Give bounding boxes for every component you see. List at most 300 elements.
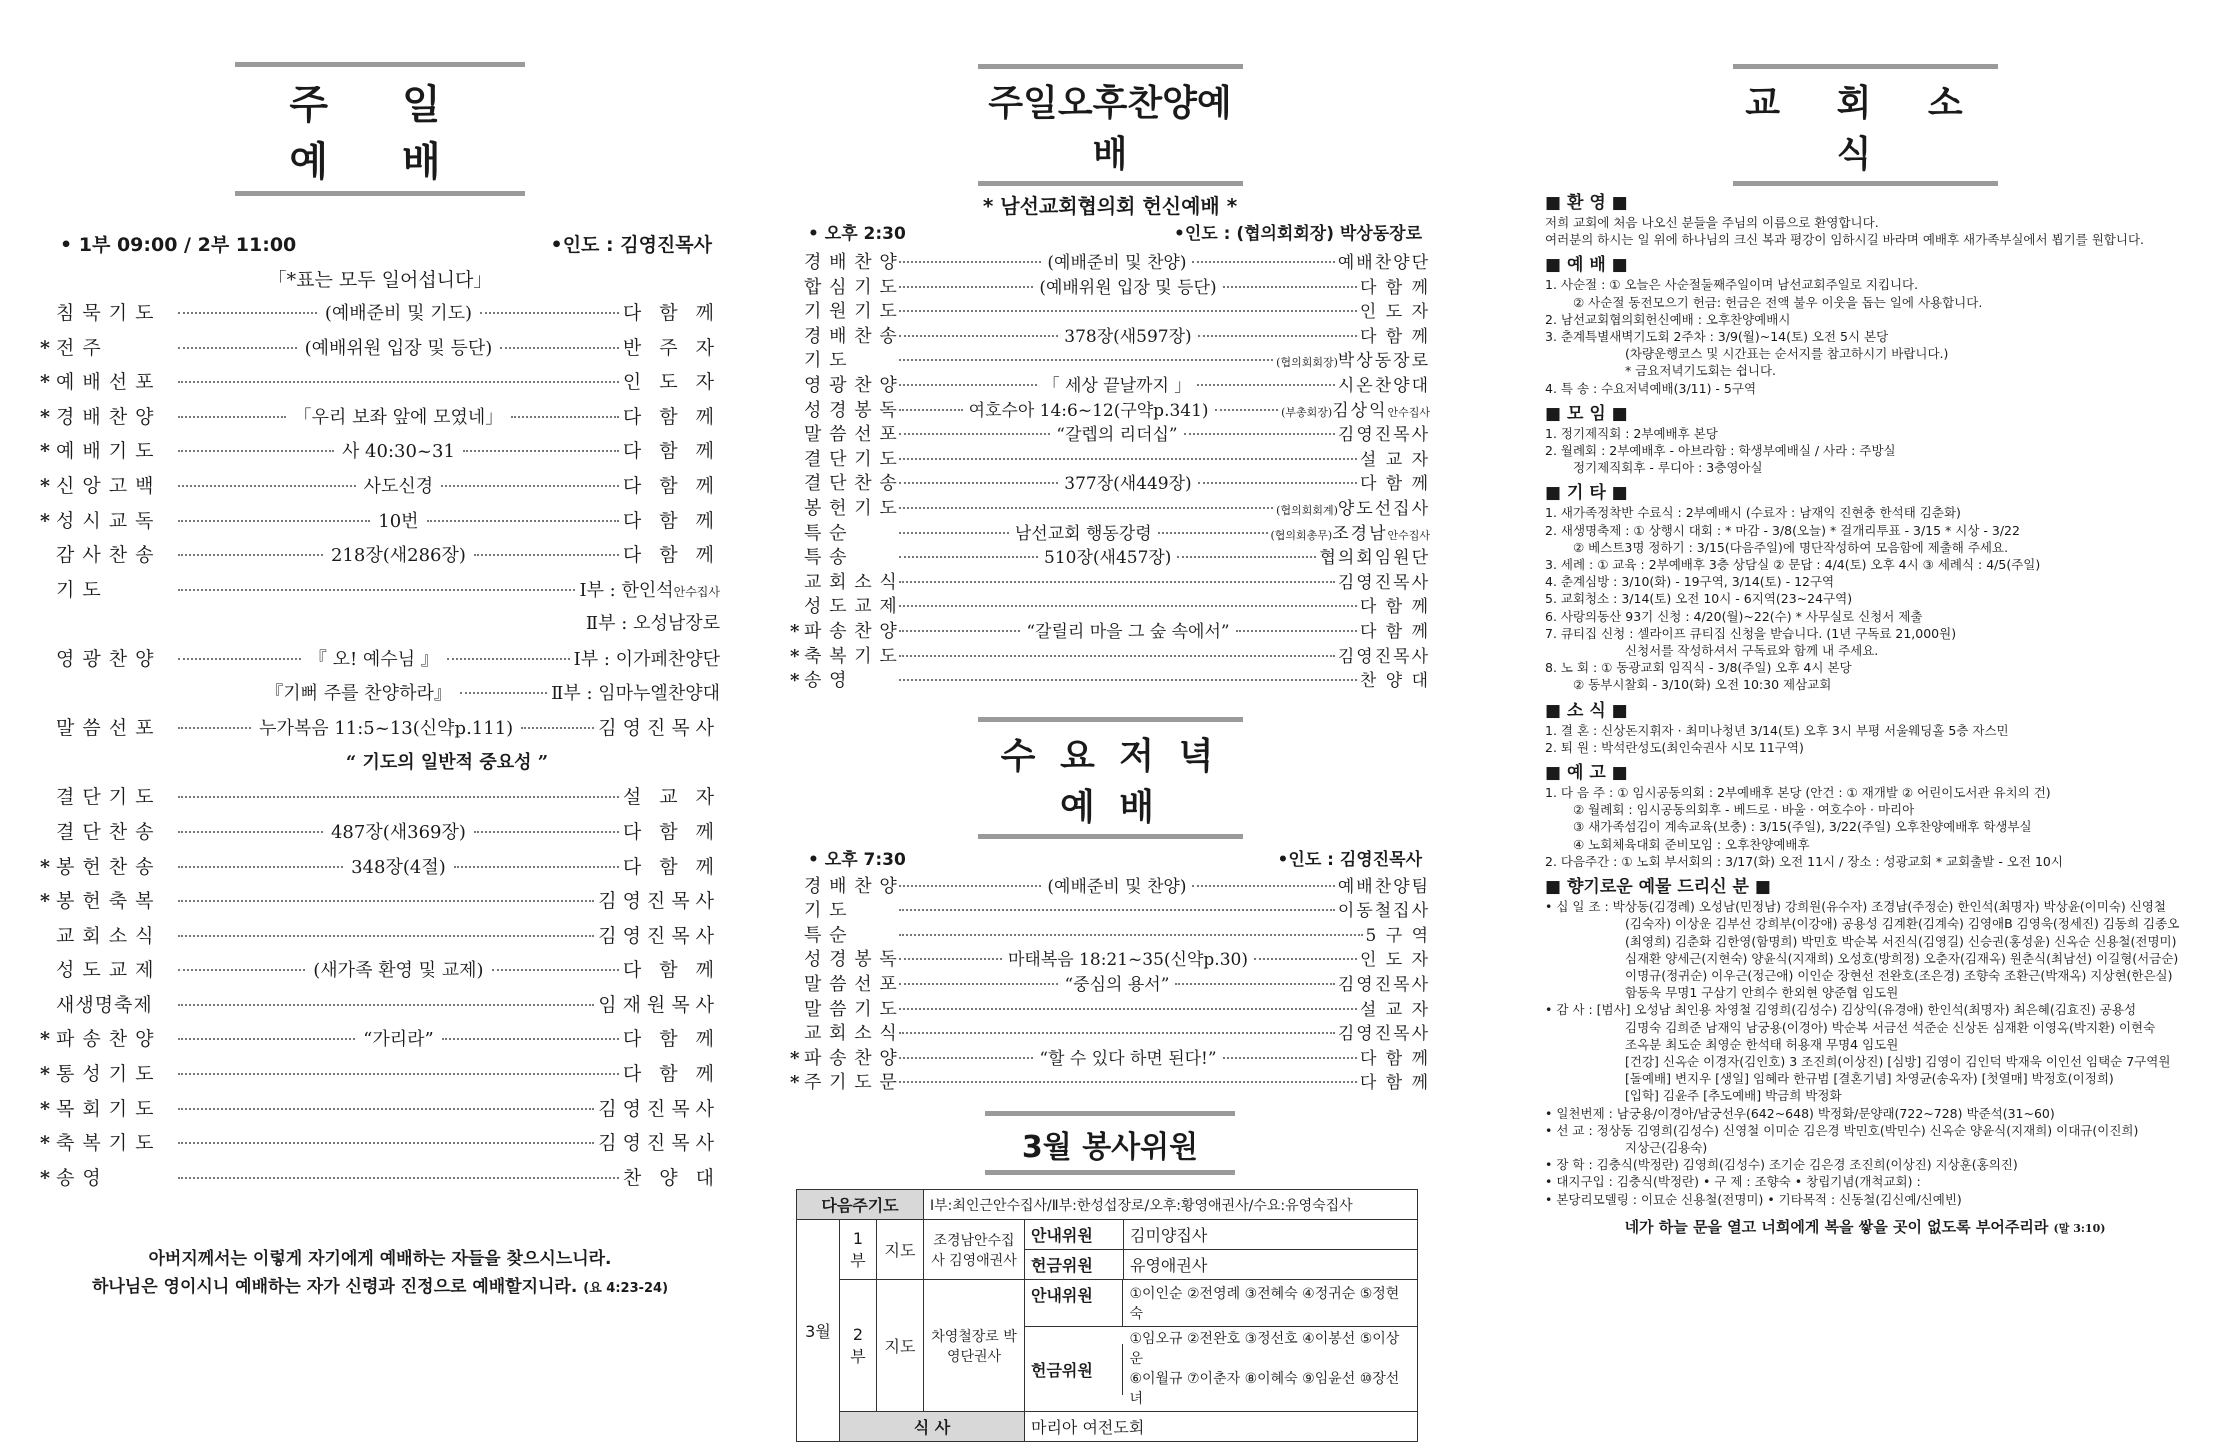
church-news-body bbox=[1545, 192, 2185, 1208]
order-item-person: 다 함 께 bbox=[1359, 474, 1431, 495]
news-line: • 십 일 조 : 박상동(김경례) 오성남(민정남) 강희원(유수자) 조경남(주정순) 한인석(최명자) 박상윤(이미숙) 신영철 bbox=[1545, 899, 2166, 915]
leader-dots bbox=[463, 450, 619, 452]
leader-dots bbox=[899, 983, 1058, 985]
leader-dots bbox=[178, 969, 305, 971]
order-item bbox=[40, 367, 720, 402]
order-item bbox=[790, 346, 1430, 371]
order-item-person: 예배찬양단 bbox=[1337, 253, 1430, 273]
leader-dots bbox=[1177, 556, 1316, 558]
order-item-person: 다 함 께 bbox=[622, 302, 720, 324]
leader-dots bbox=[178, 1177, 619, 1179]
service-leader: •인도 : 김영진목사 bbox=[550, 234, 712, 256]
order-item-detail: 510장(새457장) bbox=[1044, 548, 1172, 569]
leader-dots bbox=[1254, 958, 1357, 960]
news-line: ② 동부시찰회 - 3/10(화) 오전 10:30 제삼교회 bbox=[1573, 677, 1832, 693]
afternoon-service-column bbox=[790, 0, 1431, 1438]
order-item-person: 인 도 자 bbox=[622, 371, 720, 394]
required-standing-mark: * bbox=[40, 855, 50, 878]
order-item-label: 말 씀 선 포 bbox=[56, 717, 155, 740]
news-line: (차량운행코스 및 시간표는 순서지를 참고하시기 바랍니다.) bbox=[1625, 346, 1949, 362]
order-item bbox=[40, 713, 720, 748]
order-item-person: 김영진목사 bbox=[598, 924, 720, 947]
leader-dots bbox=[178, 900, 594, 902]
leader-dots bbox=[178, 1004, 594, 1006]
part1-offering-row bbox=[1025, 1250, 1418, 1280]
order-item-label: 축 복 기 도 bbox=[56, 1132, 155, 1155]
order-item-person: 5 구 역 bbox=[1365, 925, 1430, 946]
news-line: 저희 교회에 처음 나오신 분들을 주님의 이름으로 환영합니다. bbox=[1545, 215, 1879, 230]
order-item-person: 김영진목사 bbox=[1337, 646, 1430, 667]
order-item-person: 다 함 께 bbox=[622, 544, 721, 567]
news-line: 1. 새가족정착반 수료식 : 2부예배시 (수료자 : 남재익 진현충 한석태 김춘화) bbox=[1545, 505, 1961, 521]
required-standing-mark: * bbox=[40, 1132, 50, 1155]
order-item-person: 설 교 자 bbox=[1359, 449, 1430, 470]
leader-dots bbox=[521, 727, 594, 729]
order-item-person: 인 도 자 bbox=[1359, 950, 1431, 971]
news-line: 김명숙 김희준 남재익 남궁용(이경아) 박순복 서금선 석준순 신상돈 심재환 이영옥(박지환) 이현숙 bbox=[1625, 1019, 2156, 1035]
leader-dots bbox=[178, 796, 619, 798]
leader-dots bbox=[480, 312, 619, 314]
news-line: 함동욱 무명1 구삼기 안희수 한외현 양준협 임도원 bbox=[1625, 985, 1899, 1001]
news-line: • 장 학 : 김충식(박정란) 김영희(김성수) 조기순 김은경 조진희(이상진) 지상훈(홍의진) bbox=[1545, 1157, 2018, 1173]
order-item-person: 다 함 께 bbox=[622, 855, 721, 878]
order-item-person: Ⅰ부 : 한인석 bbox=[579, 579, 674, 601]
order-item bbox=[40, 1163, 720, 1198]
order-item-person: 시온찬양대 bbox=[1337, 375, 1430, 396]
order-item bbox=[40, 436, 720, 471]
closing-verse-text: 네가 하늘 문을 열고 너희에게 복을 쌓을 곳이 없도록 부어주리라 bbox=[1624, 1217, 2049, 1236]
news-line: ③ 새가족섬김이 계속교육(보충) : 3/15(주일), 3/22(주일) 오후찬양예배후 학생부실 bbox=[1573, 819, 2032, 835]
order-item-label: 전 주 bbox=[56, 336, 102, 359]
order-item-detail: 348장(4절) bbox=[351, 856, 446, 878]
order-item-person: 다 함 께 bbox=[622, 509, 721, 532]
order-item-label: 목 회 기 도 bbox=[56, 1097, 155, 1120]
order-item-person: 다 함 께 bbox=[622, 820, 721, 843]
leader-dots bbox=[1215, 409, 1279, 411]
order-item bbox=[790, 519, 1430, 544]
volunteers-title-box bbox=[985, 1111, 1235, 1175]
leader-dots bbox=[1158, 532, 1268, 534]
table-row bbox=[797, 1220, 1418, 1250]
leader-dots bbox=[1175, 983, 1334, 985]
order-item-person: 예배찬양팀 bbox=[1337, 876, 1430, 897]
part1-cell: 1부 bbox=[840, 1220, 877, 1280]
news-line: 2. 퇴 원 : 박석란성도(최인숙권사 시모 11구역) bbox=[1545, 739, 1804, 755]
usher-label: 안내위원 bbox=[1025, 1220, 1124, 1249]
news-line: 5. 교회청소 : 3/14(토) 오전 10시 - 6지역(23~24구역) bbox=[1545, 591, 1853, 607]
order-item-label: 예 배 기 도 bbox=[56, 440, 155, 463]
news-line: 이명규(정귀순) 이우근(정근애) 이인순 장현선 전완호(조은경) 조향숙 조환근(박재옥) 지상현(한은실) bbox=[1625, 967, 2173, 983]
order-item-detail: 「 세상 끝날까지 」 bbox=[1042, 375, 1192, 396]
leader-dots bbox=[899, 1008, 1357, 1010]
order-item bbox=[790, 872, 1430, 897]
order-item bbox=[40, 748, 720, 783]
leader-dots bbox=[1223, 1057, 1357, 1059]
offering-names-line-2: ⑥이월규 ⑦이춘자 ⑧이혜숙 ⑨임윤선 ⑩장선녀 bbox=[1129, 1371, 1400, 1408]
afternoon-subtitle: * 남선교회협의회 헌신예배 * bbox=[982, 194, 1238, 218]
order-item-label: 교 회 소 식 bbox=[804, 1023, 898, 1045]
order-item-detail: (새가족 환영 및 교제) bbox=[313, 960, 484, 982]
order-item-person: 다 함 께 bbox=[622, 1063, 720, 1086]
order-item-detail: 「우리 보좌 앞에 모였네」 bbox=[293, 406, 504, 428]
wednesday-order-list bbox=[790, 872, 1430, 1093]
order-item-label: 주 기 도 문 bbox=[804, 1072, 898, 1094]
news-line: 3. 춘계특별새벽기도회 2주차 : 3/9(월)~14(토) 오전 5시 본당 bbox=[1545, 329, 1889, 345]
church-news-title: 교 회 소 식 bbox=[1745, 83, 1985, 175]
leader-dots bbox=[492, 969, 619, 971]
news-line: 6. 사랑의동산 93기 신청 : 4/20(월)~22(수) * 사무실로 신청서 제출 bbox=[1545, 608, 1923, 624]
order-item-label: 감 사 찬 송 bbox=[56, 544, 155, 567]
leader-dots bbox=[1198, 482, 1357, 484]
part1-usher-row bbox=[1025, 1220, 1418, 1250]
leader-dots bbox=[899, 958, 1002, 960]
order-item bbox=[40, 506, 720, 541]
leader-dots bbox=[1192, 261, 1334, 263]
order-item bbox=[790, 445, 1430, 470]
afternoon-service-title-box bbox=[978, 64, 1243, 186]
part2-offering-row bbox=[1025, 1327, 1418, 1412]
news-line: • 일천번제 : 남궁용/이경아/남궁선우(642~648) 박정화/문양래(722~728) 박준석(31~60) bbox=[1545, 1105, 2055, 1121]
order-item bbox=[40, 540, 720, 575]
verse-reference: (요 4:23-24) bbox=[583, 1281, 669, 1297]
title-bottom-bar bbox=[1733, 181, 1998, 186]
leader-dots bbox=[1197, 384, 1335, 386]
standing-note: 「*표는 모두 일어섭니다」 bbox=[267, 269, 493, 291]
volunteers-title: 3월 봉사위원 bbox=[1021, 1130, 1199, 1166]
order-item-detail: 사도신경 bbox=[363, 475, 434, 497]
order-item-person: 설 교 자 bbox=[1359, 999, 1430, 1020]
order-item bbox=[790, 248, 1430, 273]
part2-cell: 2부 bbox=[840, 1280, 877, 1412]
order-item bbox=[40, 990, 720, 1025]
order-item-label: 예 배 선 포 bbox=[56, 371, 155, 394]
sunday-service-title-box bbox=[235, 62, 525, 196]
order-item bbox=[40, 817, 720, 852]
part1-guide-label: 지도 bbox=[877, 1220, 924, 1280]
order-item-person: Ⅱ부 : 임마누엘찬양대 bbox=[551, 682, 720, 704]
part2-usher-row bbox=[1025, 1280, 1418, 1327]
leader-dots bbox=[1184, 433, 1335, 435]
news-line: (김숙자) 이상운 김부선 강희부(이강애) 공용성 김계환(김계숙) 김영애B 김영욱(정세진) 김동희 김종오 bbox=[1625, 916, 2180, 932]
order-item-label: 경 배 찬 양 bbox=[804, 875, 898, 897]
leader-dots bbox=[899, 286, 1033, 288]
order-item bbox=[790, 642, 1430, 667]
order-item-label: 교 회 소 식 bbox=[804, 571, 898, 593]
required-standing-mark: * bbox=[790, 645, 800, 667]
order-item bbox=[790, 420, 1430, 445]
order-item-person: 임재원목사 bbox=[598, 993, 720, 1016]
order-item-person: Ⅰ부 : 이가페찬양단 bbox=[573, 648, 721, 670]
order-item bbox=[40, 609, 720, 644]
news-line: ④ 노회체육대회 준비모임 : 오후찬양예배후 bbox=[1573, 836, 1810, 852]
order-item-person: 조경남 bbox=[1332, 523, 1388, 544]
sunday-order-list bbox=[40, 298, 720, 1197]
order-item-label: 말 씀 선 포 bbox=[804, 424, 898, 446]
wednesday-service-title: 수 요 저 녁 예 배 bbox=[1000, 735, 1220, 828]
order-item-label: 경 배 찬 양 bbox=[56, 405, 155, 428]
order-item bbox=[790, 494, 1430, 519]
leader-dots bbox=[899, 482, 1058, 484]
leader-dots bbox=[178, 589, 575, 591]
order-item bbox=[790, 970, 1430, 995]
order-item-label: 파 송 찬 양 bbox=[56, 1028, 155, 1051]
news-line: * 금요저녁기도회는 쉽니다. bbox=[1625, 363, 1776, 379]
leader-dots bbox=[178, 831, 323, 833]
order-item bbox=[40, 644, 720, 679]
news-line: 심재환 양세근(지현숙) 양윤식(지재희) 오성호(방희정) 오춘자(김재옥) 원춘식(최남선) 이길형(서금순) bbox=[1625, 950, 2179, 966]
leader-dots bbox=[178, 312, 317, 314]
offering-names bbox=[1123, 1327, 1417, 1411]
order-item bbox=[790, 592, 1430, 617]
order-item-label: 축 복 기 도 bbox=[804, 645, 898, 667]
order-item bbox=[40, 782, 720, 817]
order-item-person: 다 함 께 bbox=[1359, 277, 1431, 298]
order-item-person: 김영진목사 bbox=[598, 890, 720, 913]
order-item-label: 특 송 bbox=[804, 547, 848, 569]
part1-guide-names: 조경남안수집사 김영애권사 bbox=[924, 1220, 1025, 1280]
news-line: 8. 노 회 : ① 동광교회 임직식 - 3/8(주일) 오후 4시 본당 bbox=[1545, 660, 1852, 676]
order-item-person: 김영진목사 bbox=[1337, 572, 1430, 593]
leader-dots bbox=[178, 520, 370, 522]
order-item-label: 합 심 기 도 bbox=[804, 276, 898, 298]
order-item-person: 다 함 께 bbox=[622, 474, 720, 497]
order-item-person: 다 함 께 bbox=[1359, 326, 1431, 347]
news-line: • 감 사 : [범사] 오성남 최인용 차영철 김영희(김성수) 김상익(유경애) 한인석(최명자) 최은혜(김효진) 공용성 bbox=[1545, 1002, 2137, 1018]
offering-names-line-1: ①임오규 ②전완호 ③정선호 ④이봉선 ⑤이상운 bbox=[1129, 1331, 1400, 1368]
order-item-label: 기 도 bbox=[804, 900, 848, 922]
leader-dots bbox=[178, 1038, 355, 1040]
order-item-person: 다 함 께 bbox=[1359, 621, 1431, 642]
news-line: • 대지구입 : 김충식(박정란) • 구 제 : 조향숙 • 창립기념(개척교회) : bbox=[1545, 1174, 1921, 1190]
required-standing-mark: * bbox=[790, 670, 800, 692]
order-item bbox=[40, 1059, 720, 1094]
order-item-label: 통 성 기 도 bbox=[56, 1063, 155, 1086]
role-note: (협의회총무) bbox=[1270, 528, 1333, 542]
order-item-detail: “할 수 있다 하면 된다!” bbox=[1039, 1048, 1217, 1069]
order-item bbox=[40, 1128, 720, 1163]
required-standing-mark: * bbox=[40, 1097, 50, 1120]
order-item-detail: 『 오! 예수님 』 bbox=[308, 648, 439, 670]
order-item-label: 말 씀 선 포 bbox=[804, 974, 898, 996]
verse-line-2-text: 하나님은 영이시니 예배하는 자가 신령과 진정으로 예배할지니라. bbox=[91, 1277, 578, 1298]
order-item-detail: “중심의 용서” bbox=[1064, 975, 1170, 996]
person-title: 안수집사 bbox=[1387, 405, 1431, 419]
order-item-label: 성 도 교 제 bbox=[56, 959, 155, 982]
offering-label: 헌금위원 bbox=[1025, 1250, 1124, 1279]
service-meta bbox=[40, 230, 720, 257]
news-line: 여러분의 하시는 일 위에 하나님의 크신 복과 평강이 임하시길 바라며 예배후 새가족부실에서 뵙기를 원합니다. bbox=[1545, 232, 2145, 248]
order-item-person: 김영진목사 bbox=[598, 717, 721, 740]
news-line: ② 월례회 : 임시공동의회후 - 베드로 · 바울 · 여호수아 · 마리아 bbox=[1573, 802, 1915, 818]
leader-dots bbox=[899, 630, 1020, 632]
news-line: [건강] 신옥순 이경자(김인호) 3 조진희(이상진) [심방] 김영이 김인덕 박재욱 이인선 임택순 7구역원 bbox=[1625, 1053, 2171, 1069]
order-item-detail: (예배준비 및 찬양) bbox=[1047, 876, 1187, 897]
leader-dots bbox=[899, 458, 1357, 460]
leader-dots bbox=[899, 335, 1058, 337]
next-prayer-value: Ⅰ부:최인근안수집사/Ⅱ부:한성섭장로/오후:황영애권사/수요:유영숙집사 bbox=[924, 1190, 1418, 1220]
required-standing-mark: * bbox=[40, 509, 50, 532]
news-section-heading: ■ 향기로운 예물 드리신 분 ■ bbox=[1545, 877, 1771, 898]
order-item-person: 양도선집사 bbox=[1337, 498, 1430, 519]
title-bottom-bar bbox=[235, 191, 525, 196]
leader-dots bbox=[474, 554, 619, 556]
news-line: • 선 교 : 정상동 김영희(김성수) 신영철 이미순 김은경 박민호(박민수) 신옥순 양윤식(지재희) 이대규(이진희) bbox=[1545, 1122, 2139, 1138]
order-item bbox=[790, 1068, 1430, 1093]
leader-dots bbox=[178, 416, 286, 418]
order-item bbox=[40, 679, 720, 714]
required-standing-mark: * bbox=[40, 440, 50, 463]
news-line: (최영희) 김춘화 김한영(함명희) 박민호 박순복 서진식(김영길) 신승권(홍성윤) 신옥순 신용철(전명미) bbox=[1625, 933, 2177, 949]
news-line: ② 베스트3명 정하기 : 3/15(다음주일)에 명단작성하여 모음함에 제출해 주세요. bbox=[1573, 539, 2009, 555]
order-item-person: 김영진목사 bbox=[1337, 425, 1431, 446]
news-line: [돌예배] 변지우 [생일] 임혜라 한규범 [결혼기념] 차영균(송옥자) [첫열매] 박정호(이정희) bbox=[1625, 1071, 2114, 1087]
order-item-label: 성 경 봉 독 bbox=[804, 399, 898, 421]
order-item-detail: 10번 bbox=[378, 510, 419, 532]
leader-dots bbox=[899, 310, 1357, 312]
afternoon-leader: •인도 : (협의회회장) 박상동장로 bbox=[1173, 224, 1422, 244]
verse-line-2 bbox=[40, 1273, 720, 1303]
leader-dots bbox=[442, 1038, 619, 1040]
news-line: 정기제직회후 - 루디아 : 3층영아실 bbox=[1573, 460, 1763, 476]
afternoon-time: • 오후 2:30 bbox=[808, 224, 906, 244]
leader-dots bbox=[1223, 286, 1357, 288]
order-item bbox=[40, 402, 720, 437]
required-standing-mark: * bbox=[40, 1166, 50, 1189]
order-item bbox=[790, 543, 1430, 568]
order-item-label: 말 씀 기 도 bbox=[804, 998, 898, 1020]
order-item bbox=[40, 298, 720, 333]
order-item-person: 다 함 께 bbox=[1359, 597, 1430, 618]
order-item bbox=[40, 886, 720, 921]
order-item-detail: (예배위원 입장 및 등단) bbox=[1039, 277, 1217, 298]
order-item-label: 결 단 찬 송 bbox=[56, 820, 155, 843]
leader-dots bbox=[899, 359, 1273, 361]
role-note: (협의회회장) bbox=[1276, 356, 1338, 370]
required-standing-mark: * bbox=[40, 371, 50, 394]
leader-dots bbox=[899, 261, 1041, 263]
leader-dots bbox=[178, 554, 323, 556]
usher-names: 김미양집사 bbox=[1130, 1226, 1208, 1246]
order-item-label: 영 광 찬 양 bbox=[56, 647, 155, 670]
news-line: 4. 춘계심방 : 3/10(화) - 19구역, 3/14(토) - 12구역 bbox=[1545, 574, 1835, 590]
part2-guide-label: 지도 bbox=[877, 1280, 924, 1412]
order-item bbox=[790, 995, 1430, 1020]
order-item-detail: 377장(새449장) bbox=[1064, 474, 1192, 495]
order-item-person: 다 함 께 bbox=[622, 1028, 721, 1051]
leader-dots bbox=[178, 485, 356, 487]
leader-dots bbox=[1192, 885, 1334, 887]
news-section-heading: ■ 예 배 ■ bbox=[1545, 255, 1628, 276]
verse-line-1: 아버지께서는 이렇게 자기에게 예배하는 자들을 찾으시느니라. bbox=[148, 1249, 612, 1270]
leader-dots bbox=[178, 381, 619, 383]
leader-dots bbox=[899, 655, 1335, 657]
order-item-person: 김상익 bbox=[1332, 400, 1388, 421]
person-title: 안수집사 bbox=[673, 584, 720, 599]
offering-label: 헌금위원 bbox=[1025, 1344, 1123, 1395]
order-item bbox=[790, 1044, 1430, 1069]
order-item-person: 인 도 자 bbox=[1359, 302, 1430, 323]
order-item-person: 김영진목사 bbox=[1337, 1024, 1430, 1045]
leader-dots bbox=[899, 885, 1041, 887]
news-line: 4. 특 송 : 수요저녁예배(3/11) - 5구역 bbox=[1545, 380, 1757, 396]
order-item-person: 찬 양 대 bbox=[1359, 671, 1430, 692]
order-item-label: 신 앙 고 백 bbox=[56, 474, 155, 497]
order-item bbox=[40, 1024, 720, 1059]
order-item bbox=[790, 371, 1430, 396]
next-prayer-label: 다음주기도 bbox=[797, 1190, 924, 1220]
order-item-person: 다 함 께 bbox=[622, 959, 721, 982]
sunday-service-title: 주 일 예 배 bbox=[289, 82, 471, 185]
order-item bbox=[40, 955, 720, 990]
leader-dots bbox=[899, 581, 1335, 583]
leader-dots bbox=[899, 409, 963, 411]
title-bottom-bar bbox=[985, 1170, 1235, 1175]
order-item-person: 다 함 께 bbox=[1359, 1073, 1430, 1094]
leader-dots bbox=[899, 1057, 1033, 1059]
order-item bbox=[40, 1094, 720, 1129]
order-item bbox=[790, 396, 1430, 421]
order-item-label: 성 시 교 독 bbox=[56, 509, 155, 532]
order-item-detail: “가리라” bbox=[363, 1029, 434, 1051]
leader-dots bbox=[178, 450, 334, 452]
news-line: 2. 다음주간 : ① 노회 부서회의 : 3/17(화) 오전 11시 / 장소 : 성광교회 * 교회출발 - 오전 10시 bbox=[1545, 853, 2063, 869]
order-item-label: 파 송 찬 양 bbox=[804, 620, 898, 642]
required-standing-mark: * bbox=[40, 405, 50, 428]
order-item-label: 봉 헌 찬 송 bbox=[56, 855, 155, 878]
news-line: 2. 새생명축제 : ① 상행시 대회 : * 마감 - 3/8(오늘) * 걸개리투표 - 3/15 * 시상 - 3/22 bbox=[1545, 522, 2020, 538]
order-item bbox=[40, 852, 720, 887]
order-item-label: 경 배 찬 양 bbox=[804, 252, 898, 273]
news-line: 조옥분 최도순 최영순 한석태 허용재 무명4 임도원 bbox=[1625, 1036, 1899, 1052]
news-section-heading: ■ 모 임 ■ bbox=[1545, 403, 1628, 424]
afternoon-order-list bbox=[790, 248, 1430, 691]
news-line: 1. 정기제직회 : 2부예배후 본당 bbox=[1545, 425, 1718, 441]
order-item-person: 다 함 께 bbox=[1359, 1048, 1431, 1069]
offering-names: 유영애권사 bbox=[1130, 1256, 1208, 1276]
news-line: 지상근(김용숙) bbox=[1625, 1139, 1708, 1155]
leader-dots bbox=[178, 658, 301, 660]
news-line: 1. 다 음 주 : ① 임시공동의회 : 2부예배후 본당 (안건 : ① 재개발 ② 어린이도서관 유치의 건) bbox=[1545, 785, 2051, 801]
order-item-detail: “갈렙의 리더십” bbox=[1056, 425, 1178, 446]
order-item-detail: 487장(새369장) bbox=[330, 821, 466, 843]
order-item-label: 결 단 찬 송 bbox=[804, 473, 898, 495]
order-item-detail: 378장(새597장) bbox=[1064, 326, 1192, 347]
table-row bbox=[797, 1280, 1418, 1327]
news-line: 2. 월례회 : 2부예배후 - 아브라함 : 학생부예배실 / 사라 : 주방실 bbox=[1545, 443, 1896, 459]
order-item-detail: 『기뻐 주를 찬양하라』 bbox=[265, 682, 452, 704]
leader-dots bbox=[178, 727, 251, 729]
order-item bbox=[790, 469, 1430, 494]
order-item-label: 봉 헌 기 도 bbox=[804, 497, 898, 519]
order-item bbox=[40, 471, 720, 506]
order-item-person: 협의회임원단 bbox=[1319, 548, 1431, 569]
order-item-detail: 마태복음 18:21~35(신약p.30) bbox=[1007, 950, 1248, 971]
order-item-detail: “ 기도의 일반적 중요성 ” bbox=[345, 751, 549, 773]
leader-dots bbox=[1236, 630, 1357, 632]
news-section-heading: ■ 기 타 ■ bbox=[1545, 483, 1628, 504]
order-item-label: 기 도 bbox=[804, 350, 848, 372]
required-standing-mark: * bbox=[790, 1047, 800, 1069]
leader-dots bbox=[899, 605, 1357, 607]
news-line: 7. 큐티집 신청 : 셀라이프 큐티집 신청을 받습니다. (1년 구독료 21,000원) bbox=[1545, 625, 1957, 641]
order-item-person: 김영진목사 bbox=[598, 1132, 720, 1155]
usher-names: ①이인순 ②전영례 ③전혜숙 ④정귀순 ⑤정현숙 bbox=[1129, 1286, 1400, 1323]
leader-dots bbox=[899, 1032, 1335, 1034]
order-item bbox=[790, 921, 1430, 946]
required-standing-mark: * bbox=[40, 1063, 50, 1086]
order-item-label: 교 회 소 식 bbox=[56, 924, 155, 947]
order-item-label: 영 광 찬 양 bbox=[804, 374, 898, 396]
